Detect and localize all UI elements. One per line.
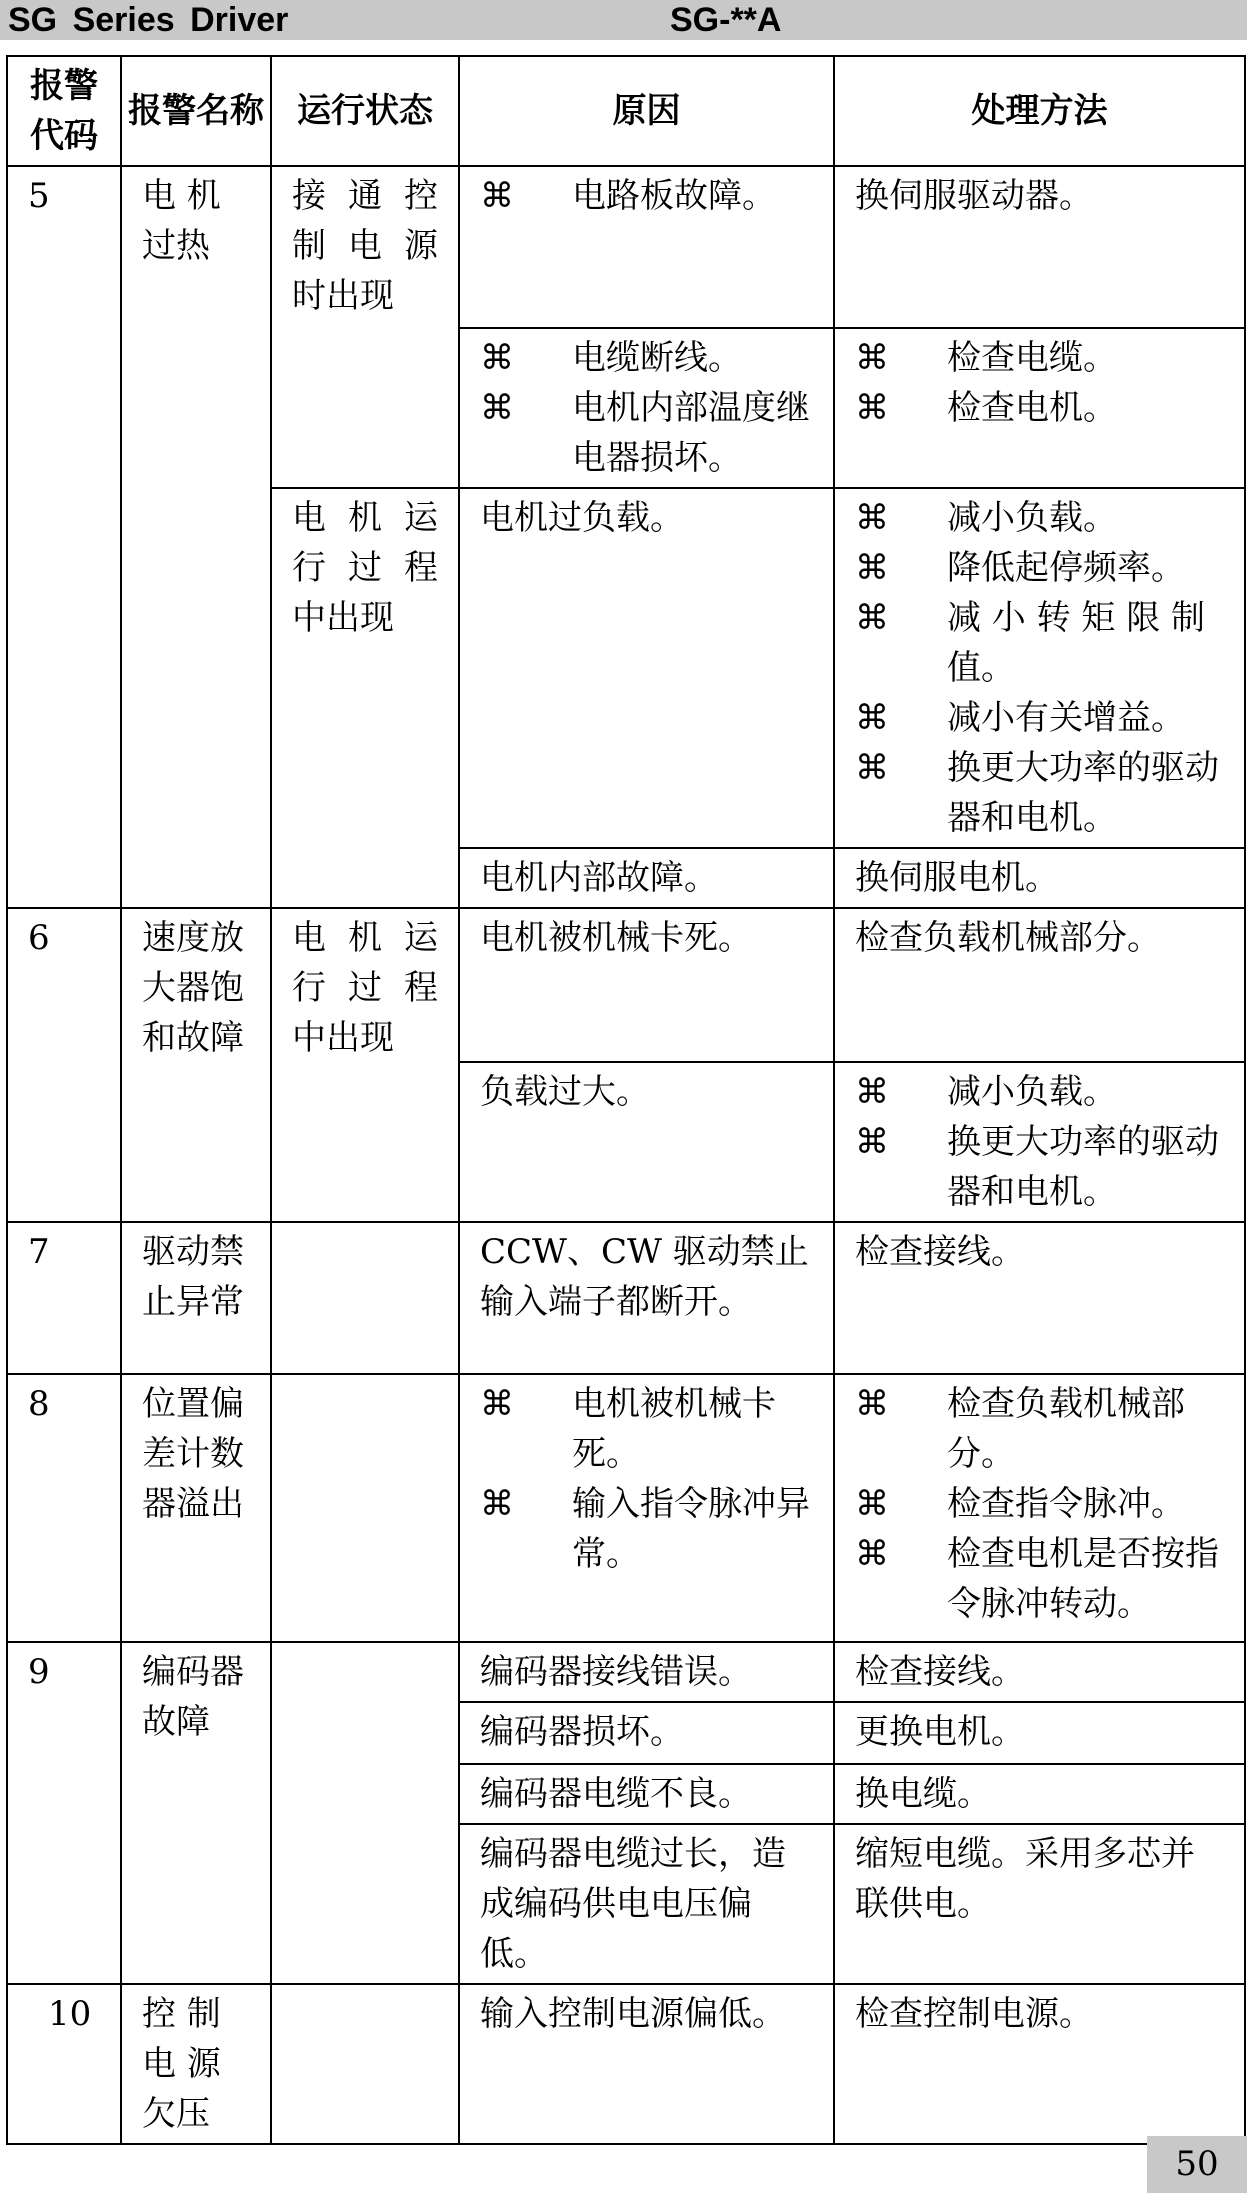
page-header [0, 0, 1247, 40]
bullet-icon: ⌘ [480, 338, 514, 378]
run-state [271, 1374, 459, 1642]
alarm-name: 电 机 过热 [121, 166, 271, 908]
cause-cell: CCW、CW 驱动禁止输入端子都断开。 [459, 1222, 834, 1374]
bullet-icon: ⌘ [480, 1384, 514, 1424]
cause-text: 电路板故障。 [572, 176, 776, 216]
bullet-icon: ⌘ [855, 548, 889, 588]
remedy-text: 换更大功率的驱动器和电机。 [947, 748, 1219, 838]
run-state [271, 1642, 459, 1984]
bullet-icon: ⌘ [480, 176, 514, 216]
header-model: SG-**A [670, 1, 782, 39]
remedy-cell [834, 1062, 1245, 1222]
bullet-icon: ⌘ [480, 388, 514, 428]
remedy-text: 降低起停频率。 [947, 548, 1185, 588]
remedy-text: 检查电缆。 [947, 338, 1117, 378]
cause-cell [459, 166, 834, 328]
remedy-text: 换更大功率的驱动器和电机。 [947, 1122, 1219, 1212]
alarm-name: 速度放大器饱和故障 [121, 908, 271, 1222]
cause-cell: 编码器电缆不良。 [459, 1764, 834, 1824]
cause-cell: 输入控制电源偏低。 [459, 1984, 834, 2144]
remedy-cell [834, 1374, 1245, 1642]
alarm-table [6, 55, 1246, 2145]
remedy-text: 减 小 转 矩 限 制 值。 [947, 598, 1206, 688]
remedy-cell: 检查接线。 [834, 1222, 1245, 1374]
remedy-cell: 更换电机。 [834, 1702, 1245, 1764]
alarm-code: 9 [7, 1642, 121, 1984]
bullet-icon: ⌘ [855, 598, 889, 638]
cause-cell [459, 328, 834, 488]
cause-cell: 电机被机械卡死。 [459, 908, 834, 1062]
cause-cell: 负载过大。 [459, 1062, 834, 1222]
bullet-icon: ⌘ [855, 388, 889, 428]
cause-cell: 电机过负载。 [459, 488, 834, 848]
bullet-icon: ⌘ [855, 1534, 889, 1574]
bullet-icon: ⌘ [855, 1484, 889, 1524]
remedy-text: 检查指令脉冲。 [947, 1484, 1185, 1524]
header-remedy: 处理方法 [834, 56, 1245, 166]
page-number: 50 [1147, 2136, 1247, 2193]
table-header-row [7, 56, 1245, 166]
header-alarm-name: 报警名称 [121, 56, 271, 166]
remedy-text: 检查电机是否按指令脉冲转动。 [947, 1534, 1219, 1624]
remedy-cell: 换电缆。 [834, 1764, 1245, 1824]
remedy-cell: 检查接线。 [834, 1642, 1245, 1702]
table-row [7, 1222, 1245, 1374]
alarm-code: 6 [7, 908, 121, 1222]
header-run-state: 运行状态 [271, 56, 459, 166]
alarm-code: 10 [7, 1984, 121, 2144]
bullet-icon: ⌘ [480, 1484, 514, 1524]
remedy-text: 减小负载。 [947, 1072, 1117, 1112]
table-row [7, 1984, 1245, 2144]
bullet-icon: ⌘ [855, 1072, 889, 1112]
run-state: 电 机 运 行 过 程 中出现 [271, 488, 459, 908]
alarm-code: 5 [7, 166, 121, 908]
alarm-code: 8 [7, 1374, 121, 1642]
remedy-cell [834, 488, 1245, 848]
bullet-icon: ⌘ [855, 338, 889, 378]
bullet-icon: ⌘ [855, 1384, 889, 1424]
table-row [7, 908, 1245, 1062]
cause-cell: 电机内部故障。 [459, 848, 834, 908]
table-row [7, 1642, 1245, 1702]
run-state: 电 机 运 行 过 程 中出现 [271, 908, 459, 1222]
remedy-cell: 换伺服驱动器。 [834, 166, 1245, 328]
run-state: 接 通 控 制 电 源 时出现 [271, 166, 459, 488]
run-state [271, 1984, 459, 2144]
alarm-name: 位置偏差计数器溢出 [121, 1374, 271, 1642]
bullet-icon: ⌘ [855, 748, 889, 788]
bullet-icon: ⌘ [855, 698, 889, 738]
cause-text: 电机内部温度继电器损坏。 [572, 388, 810, 478]
remedy-cell: 检查控制电源。 [834, 1984, 1245, 2144]
cause-cell: 编码器电缆过长，造成编码供电电压偏低。 [459, 1824, 834, 1984]
bullet-icon: ⌘ [855, 1122, 889, 1162]
table-row [7, 166, 1245, 328]
cause-cell [459, 1374, 834, 1642]
alarm-name: 控 制 电 源 欠压 [121, 1984, 271, 2144]
remedy-text: 减小负载。 [947, 498, 1117, 538]
header-series-title: SG Series Driver [8, 1, 289, 39]
remedy-text: 检查电机。 [947, 388, 1117, 428]
bullet-icon: ⌘ [855, 498, 889, 538]
cause-text: 电缆断线。 [572, 338, 742, 378]
remedy-cell: 检查负载机械部分。 [834, 908, 1245, 1062]
header-cause: 原因 [459, 56, 834, 166]
alarm-name: 编码器故障 [121, 1642, 271, 1984]
remedy-cell: 缩短电缆。采用多芯并联供电。 [834, 1824, 1245, 1984]
remedy-text: 减小有关增益。 [947, 698, 1185, 738]
remedy-cell: 换伺服电机。 [834, 848, 1245, 908]
header-alarm-code: 报警代码 [7, 56, 121, 166]
cause-cell: 编码器损坏。 [459, 1702, 834, 1764]
remedy-cell [834, 328, 1245, 488]
table-row [7, 1374, 1245, 1642]
alarm-code: 7 [7, 1222, 121, 1374]
remedy-text: 检查负载机械部分。 [947, 1384, 1185, 1474]
run-state [271, 1222, 459, 1374]
cause-text: 输入指令脉冲异常。 [572, 1484, 810, 1574]
alarm-name: 驱动禁止异常 [121, 1222, 271, 1374]
cause-text: 电机被机械卡死。 [572, 1384, 776, 1474]
cause-cell: 编码器接线错误。 [459, 1642, 834, 1702]
